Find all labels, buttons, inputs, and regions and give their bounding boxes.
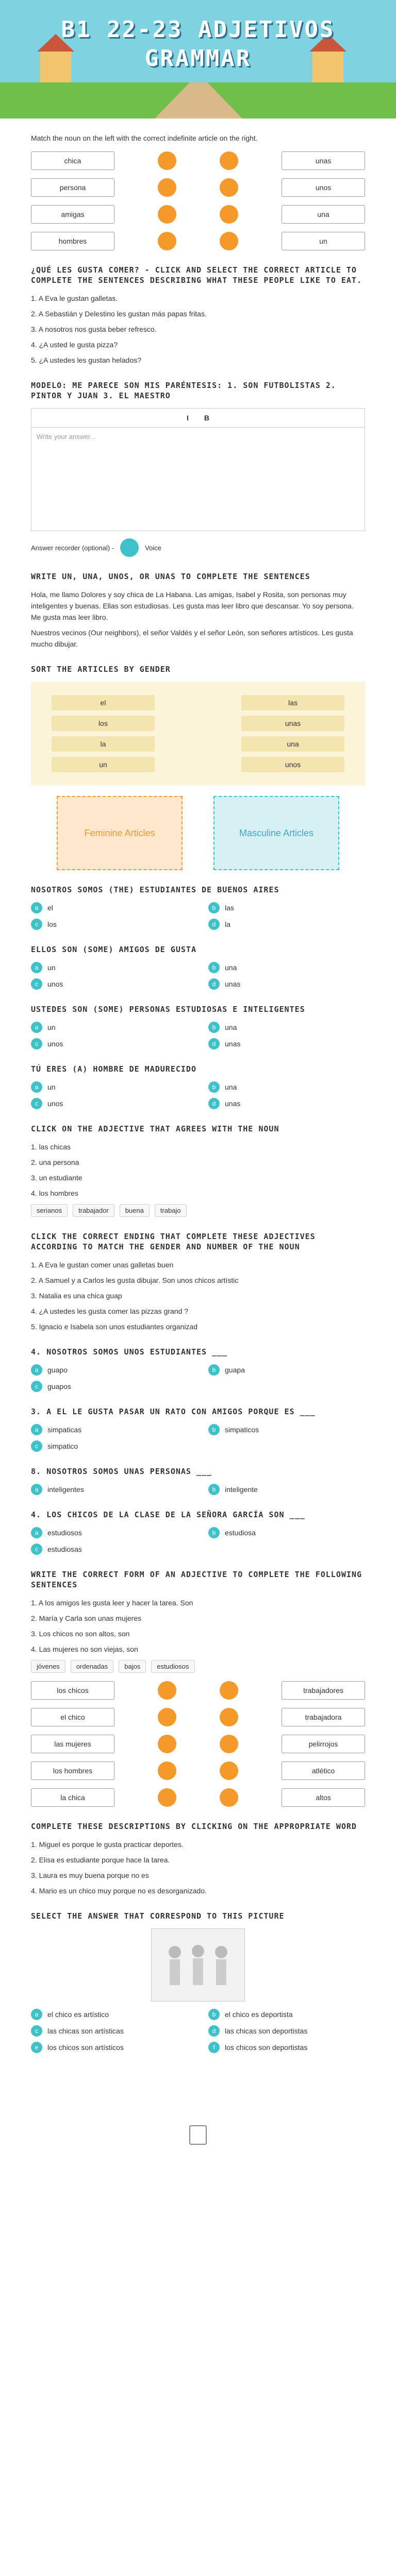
sentence-line: Hola, me llamo Dolores y soy chica de La Habana. Las amigas, Isabel y Rosita, son personas muy inteligentes y buenas. Ellas son estudiosas. Les gusta mas leer libro que descansar. Yo soy persona. Me gusta mas leer libro. (31, 590, 354, 621)
quiz-option[interactable] (31, 1440, 188, 1452)
match-left-item[interactable]: los hombres (31, 1761, 114, 1780)
option-text: guapa (225, 1366, 245, 1374)
feminine-drop-zone[interactable]: Feminine Articles (57, 796, 183, 870)
option-letter: a (31, 1022, 42, 1033)
option-text: unos (47, 1099, 63, 1108)
match-row (31, 205, 365, 224)
match-left-dot[interactable] (158, 178, 176, 197)
sort-item[interactable]: unos (241, 757, 344, 772)
option-text: las chicas son deportistas (225, 2027, 308, 2035)
option-text: estudiosos (47, 1529, 82, 1537)
option-text: una (225, 1023, 237, 1031)
match-right-item[interactable]: trabajadora (282, 1708, 365, 1726)
word-chip[interactable]: ordenadas (71, 1660, 113, 1673)
quiz-option[interactable] (208, 978, 365, 990)
sort-item[interactable]: una (241, 736, 344, 752)
quiz-option[interactable] (31, 1038, 188, 1049)
match-right-item[interactable]: unas (282, 151, 365, 170)
option-letter: a (31, 1424, 42, 1435)
quiz-question: TÚ ERES (A) HOMBRE DE MADURECIDO (31, 1064, 196, 1074)
quiz-choices (31, 1484, 365, 1495)
quiz-question: NOSOTROS SOMOS (THE) ESTUDIANTES DE BUENOS AIRES (31, 885, 279, 894)
sort-instruction: SORT THE ARTICLES BY GENDER (31, 665, 171, 674)
match-left-dot[interactable] (158, 1681, 176, 1700)
match-left-item[interactable]: chica (31, 151, 114, 170)
sentence-line: 1. Miguel es porque le gusta practicar deportes. (31, 1840, 184, 1849)
quiz-question: 8. NOSOTROS SOMOS UNAS PERSONAS ___ (31, 1467, 212, 1476)
match-row (31, 1708, 365, 1726)
option-letter: b (208, 1484, 220, 1495)
match-right-dot[interactable] (220, 151, 238, 170)
word-chip[interactable]: buena (120, 1204, 150, 1217)
document-icon (189, 2125, 207, 2145)
match-left-item[interactable]: hombres (31, 232, 114, 250)
quiz-question: 4. NOSOTROS SOMOS UNOS ESTUDIANTES ___ (31, 1347, 228, 1357)
sort-item[interactable]: la (52, 736, 155, 752)
match-right-item[interactable]: una (282, 205, 365, 224)
sort-row (52, 757, 344, 772)
picture (151, 1928, 245, 2002)
quiz-option[interactable] (31, 1424, 188, 1435)
match-right-item[interactable]: unos (282, 178, 365, 197)
sentence-line: 1. las chicas (31, 1143, 71, 1151)
match-right-dot[interactable] (220, 1708, 238, 1726)
match-right-item[interactable]: pelirrojos (282, 1735, 365, 1753)
option-letter: a (31, 1484, 42, 1495)
option-letter: d (208, 2025, 220, 2037)
match-left-dot[interactable] (158, 205, 176, 224)
quiz-option[interactable] (208, 1484, 365, 1495)
quiz-option[interactable] (208, 1038, 365, 1049)
quiz-option[interactable] (208, 1424, 365, 1435)
option-text: unas (225, 1040, 241, 1048)
answer-editor[interactable] (31, 408, 365, 531)
record-button[interactable] (120, 538, 139, 557)
quiz-option[interactable] (208, 1364, 365, 1376)
option-letter: a (31, 2009, 42, 2020)
match-left-item[interactable]: la chica (31, 1788, 114, 1807)
sentence-line: 2. Elisa es estudiante porque hace la tarea. (31, 1856, 170, 1864)
quiz-option[interactable] (208, 919, 365, 930)
voice-label: Voice (145, 544, 161, 552)
option-text: unos (47, 1040, 63, 1048)
quiz-question: ELLOS SON (SOME) AMIGOS DE GUSTA (31, 945, 196, 954)
option-letter: c (31, 978, 42, 990)
match-left-dot[interactable] (158, 151, 176, 170)
option-text: simpatico (47, 1442, 78, 1450)
match-row (31, 232, 365, 250)
match-left-item[interactable]: amigas (31, 205, 114, 224)
option-text: estudiosas (47, 1545, 82, 1553)
option-letter: b (208, 1424, 220, 1435)
quiz-option[interactable] (31, 978, 188, 990)
option-text: estudiosa (225, 1529, 256, 1537)
option-text: guapo (47, 1366, 68, 1374)
quiz-choices (31, 902, 365, 930)
option-letter: b (208, 1527, 220, 1538)
sentence-line: 1. A los amigos les gusta leer y hacer la tarea. Son (31, 1599, 193, 1607)
option-text: los (47, 920, 57, 928)
quiz-option[interactable] (208, 1081, 365, 1093)
sort-board (31, 682, 365, 786)
page-title (0, 15, 396, 73)
sentence-line: 4. ¿A ustedes les gusta comer las pizzas grand ? (31, 1307, 189, 1315)
option-letter: f (208, 2042, 220, 2053)
option-text: inteligente (225, 1485, 258, 1494)
match-row (31, 178, 365, 197)
option-text: el chico es deportista (225, 2010, 293, 2019)
word-chip[interactable]: jóvenes (31, 1660, 65, 1673)
option-text: los chicos son artísticos (47, 2043, 124, 2052)
match-right-dot[interactable] (220, 232, 238, 250)
quiz-option[interactable] (31, 1081, 188, 1093)
sentence-line: 2. una persona (31, 1158, 79, 1166)
option-text: las (225, 904, 234, 912)
option-text: las chicas son artísticas (47, 2027, 124, 2035)
match-right-item[interactable]: trabajadores (282, 1681, 365, 1700)
option-text: una (225, 1083, 237, 1091)
quiz-choices (31, 1081, 365, 1109)
sentence-line: 4. Las mujeres no son viejas, son (31, 1645, 138, 1653)
option-letter: c (31, 1544, 42, 1555)
option-letter: e (31, 2042, 42, 2053)
match-right-dot[interactable] (220, 1681, 238, 1700)
option-letter: a (31, 1081, 42, 1093)
quiz-choices (31, 1022, 365, 1049)
option-text: guapos (47, 1382, 71, 1391)
option-letter: d (208, 1098, 220, 1109)
option-text: unas (225, 980, 241, 988)
option-letter: b (208, 1081, 220, 1093)
option-letter: d (208, 1038, 220, 1049)
match-right-item[interactable]: altos (282, 1788, 365, 1807)
sort-row (52, 695, 344, 710)
quiz-option[interactable] (31, 1098, 188, 1109)
match-left-dot[interactable] (158, 1788, 176, 1807)
option-text: el chico es artístico (47, 2010, 109, 2019)
word-chip[interactable]: trabajador (73, 1204, 114, 1217)
match-left-item[interactable]: persona (31, 178, 114, 197)
sentence-line: 4. Mario es un chico muy porque no es desorganizado. (31, 1887, 207, 1895)
sort-item[interactable]: las (241, 695, 344, 710)
sentence-line: Nuestros vecinos (Our neighbors), el señor Valdés y el señor León, son señores artísticos. Les gusta mucho dibujar. (31, 629, 353, 648)
quiz-option[interactable] (208, 1527, 365, 1538)
quiz-option[interactable] (208, 902, 365, 913)
match-row (31, 1681, 365, 1700)
match-right-dot[interactable] (220, 1735, 238, 1753)
match-left-dot[interactable] (158, 1761, 176, 1780)
answer-option[interactable] (31, 2042, 188, 2053)
sentence-line: 2. A Sebastián y Delestino les gustan más papas fritas. (31, 310, 207, 318)
option-text: simpaticas (47, 1426, 82, 1434)
option-letter: c (31, 1038, 42, 1049)
quiz-option[interactable] (31, 902, 188, 913)
option-text: un (47, 1083, 56, 1091)
match-right-dot[interactable] (220, 205, 238, 224)
option-letter: b (208, 902, 220, 913)
match-row (31, 1788, 365, 1807)
quiz-choices (31, 1424, 365, 1452)
option-text: el (47, 904, 53, 912)
option-text: un (47, 963, 56, 972)
sentence-line: 3. Los chicos no son altos, son (31, 1630, 130, 1638)
ending-instruction: CLICK THE CORRECT ENDING THAT COMPLETE THESE ADJECTIVES ACCORDING TO MATCH THE GENDER AND NUMBER OF THE NOUN (31, 1232, 316, 1251)
answer-option[interactable] (31, 2009, 188, 2020)
italic-button[interactable]: I (186, 414, 189, 422)
quiz-question: USTEDES SON (SOME) PERSONAS ESTUDIOSAS E INTELIGENTES (31, 1005, 305, 1014)
option-text: un (47, 1023, 56, 1031)
header-banner (0, 0, 396, 118)
match-instruction: Match the noun on the left with the correct indefinite article on the right. (31, 134, 258, 142)
option-text: la (225, 920, 230, 928)
word-bank (31, 1204, 365, 1217)
quiz-option[interactable] (31, 1364, 188, 1376)
quiz-choices (31, 1527, 365, 1555)
people-illustration-icon (159, 1937, 237, 1993)
match-left-dot[interactable] (158, 232, 176, 250)
match-row (31, 151, 365, 170)
quiz-option[interactable] (31, 962, 188, 973)
word-chip[interactable]: trabajo (155, 1204, 187, 1217)
option-letter: a (31, 962, 42, 973)
word-chip[interactable]: serianos (31, 1204, 68, 1217)
sentence-line: 5. ¿A ustedes les gustan helados? (31, 356, 142, 364)
sentence-line: 1. A Eva le gustan comer unas galletas buen (31, 1261, 174, 1269)
quiz-option[interactable] (31, 1022, 188, 1033)
sort-row (52, 716, 344, 731)
quiz-option[interactable] (31, 919, 188, 930)
answer-option[interactable] (208, 2025, 365, 2037)
drop-zones (31, 796, 365, 870)
sort-row (52, 736, 344, 752)
word-chip[interactable]: estudiosos (151, 1660, 194, 1673)
option-text: unas (225, 1099, 241, 1108)
quiz-option[interactable] (208, 1098, 365, 1109)
option-letter: a (31, 1527, 42, 1538)
sort-item[interactable]: el (52, 695, 155, 710)
title-line-1: B1 22-23 ADJETIVOS (61, 16, 335, 43)
sentence-line: 5. Ignacio e Isabela son unos estudiantes organizad (31, 1323, 198, 1331)
quiz-option[interactable] (31, 1527, 188, 1538)
option-letter: a (31, 1364, 42, 1376)
quiz-choices (31, 962, 365, 990)
match-left-item[interactable]: los chicos (31, 1681, 114, 1700)
option-letter: b (208, 962, 220, 973)
match-left-dot[interactable] (158, 1735, 176, 1753)
option-letter: d (208, 978, 220, 990)
sentence-line: 4. los hombres (31, 1189, 78, 1197)
option-letter: c (31, 2025, 42, 2037)
adjective-agree-instruction: CLICK ON THE ADJECTIVE THAT AGREES WITH THE NOUN (31, 1124, 279, 1133)
option-letter: d (208, 919, 220, 930)
complete-descriptions-instruction: COMPLETE THESE DESCRIPTIONS BY CLICKING ON THE APPROPRIATE WORD (31, 1822, 357, 1831)
quiz-option[interactable] (208, 962, 365, 973)
sentence-line: 4. ¿A usted le gusta pizza? (31, 341, 118, 349)
recorder-label: Answer recorder (optional) - (31, 544, 114, 552)
quiz-option[interactable] (31, 1544, 188, 1555)
match-left-dot[interactable] (158, 1708, 176, 1726)
bold-button[interactable]: B (204, 414, 209, 422)
match-right-item[interactable]: atlético (282, 1761, 365, 1780)
sentence-line: 3. un estudiante (31, 1174, 82, 1182)
match-right-dot[interactable] (220, 1761, 238, 1780)
match-left-item[interactable]: el chico (31, 1708, 114, 1726)
answer-option[interactable] (208, 2009, 365, 2020)
answer-recorder (31, 538, 365, 557)
word-chip[interactable]: bajos (119, 1660, 146, 1673)
option-letter: b (208, 1022, 220, 1033)
sentence-line: 3. Laura es muy buena porque no es (31, 1871, 149, 1879)
select-instruction: ¿QUÉ LES GUSTA COMER? - CLICK AND SELECT THE CORRECT ARTICLE TO COMPLETE THE SENTENCES DESCRIBING WHAT THESE PEOPLE LIKE TO EAT. (31, 265, 362, 285)
option-letter: c (31, 1381, 42, 1392)
answer-option[interactable] (208, 2042, 365, 2053)
masculine-drop-zone[interactable]: Masculine Articles (213, 796, 339, 870)
option-letter: c (31, 1098, 42, 1109)
sentence-line: 1. A Eva le gustan galletas. (31, 294, 118, 302)
option-letter: c (31, 1440, 42, 1452)
editor-textarea[interactable]: Write your answer... (37, 433, 96, 440)
title-line-2: GRAMMAR (144, 45, 252, 72)
articles-instruction: WRITE UN, UNA, UNOS, OR UNAS TO COMPLETE THE SENTENCES (31, 572, 310, 581)
sentence-line: 3. A nosotros nos gusta beber refresco. (31, 325, 157, 333)
match-left-item[interactable]: las mujeres (31, 1735, 114, 1753)
editor-toolbar (31, 409, 365, 428)
quiz-option[interactable] (208, 1022, 365, 1033)
picture-instruction: SELECT THE ANSWER THAT CORRESPOND TO THIS PICTURE (31, 1911, 285, 1921)
sentence-line: 2. A Samuel y a Carlos les gusta dibujar. Son unos chicos artístic (31, 1276, 239, 1284)
quiz-option[interactable] (31, 1381, 188, 1392)
option-letter: a (31, 902, 42, 913)
sort-item[interactable]: los (52, 716, 155, 731)
option-text: una (225, 963, 237, 972)
option-letter: c (31, 919, 42, 930)
option-text: los chicos son deportistas (225, 2043, 308, 2052)
write-form-instruction: WRITE THE CORRECT FORM OF AN ADJECTIVE TO COMPLETE THE FOLLOWING SENTENCES (31, 1570, 362, 1589)
option-text: unos (47, 980, 63, 988)
match-right-dot[interactable] (220, 178, 238, 197)
sentence-line: 2. María y Carla son unas mujeres (31, 1614, 141, 1622)
option-text: inteligentes (47, 1485, 84, 1494)
quiz-question: 3. A EL LE GUSTA PASAR UN RATO CON AMIGOS PORQUE ES ___ (31, 1407, 316, 1416)
match-right-item[interactable]: un (282, 232, 365, 250)
sentence-line: 3. Natalia es una chica guap (31, 1292, 122, 1300)
match-row (31, 1735, 365, 1753)
quiz-choices (31, 1364, 365, 1392)
sort-item[interactable]: unas (241, 716, 344, 731)
word-bank (31, 1660, 365, 1673)
match-right-dot[interactable] (220, 1788, 238, 1807)
option-letter: b (208, 2009, 220, 2020)
sort-item[interactable]: un (52, 757, 155, 772)
model-instruction: MODELO: ME PARECE SON MIS PARÉNTESIS: 1. SON FUTBOLISTAS 2. PINTOR Y JUAN 3. EL MAESTRO (31, 381, 336, 400)
option-letter: b (208, 1364, 220, 1376)
answer-option[interactable] (31, 2025, 188, 2037)
option-text: simpaticos (225, 1426, 259, 1434)
quiz-option[interactable] (31, 1484, 188, 1495)
match-row (31, 1761, 365, 1780)
quiz-question: 4. LOS CHICOS DE LA CLASE DE LA SEÑORA GARCÍA SON ___ (31, 1510, 305, 1519)
